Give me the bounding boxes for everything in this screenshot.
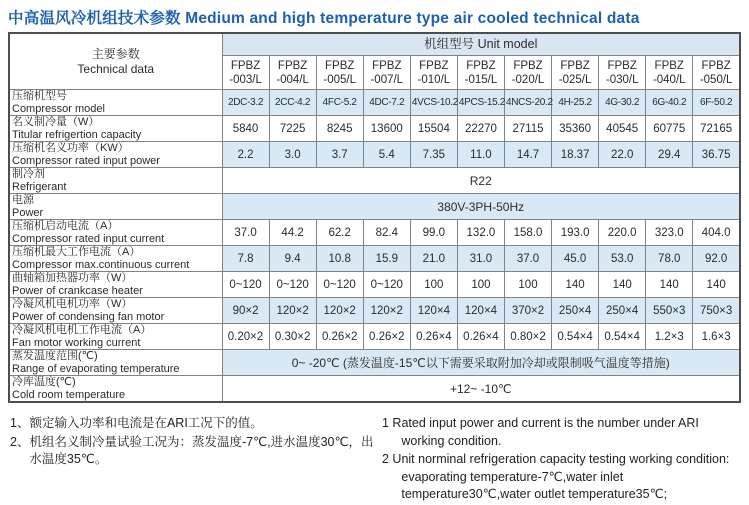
value-cell: 140 bbox=[646, 272, 693, 298]
value-cell: 1.6×3 bbox=[693, 324, 740, 350]
model-code: -007/L bbox=[370, 73, 404, 86]
value-cell: 0.30×2 bbox=[269, 324, 316, 350]
table-row bbox=[9, 142, 740, 168]
page-title: 中高温风冷机组技术参数 Medium and high temperature type air cooled technical data bbox=[8, 10, 640, 27]
value-cell: 37.0 bbox=[222, 220, 269, 246]
value-cell: 13600 bbox=[363, 116, 410, 142]
value-cell: 4FC-5.2 bbox=[316, 90, 363, 116]
param-label bbox=[9, 194, 222, 220]
footnote-en-item: 1 Rated input power and current is the number under ARI working condition. bbox=[382, 416, 699, 448]
value-cell: 27115 bbox=[504, 116, 551, 142]
param-label-zh: 蒸发温度范围(℃) bbox=[12, 350, 98, 362]
param-label-en: Power of condensing fan motor bbox=[12, 310, 165, 323]
value-cell: 90×2 bbox=[222, 298, 269, 324]
value-cell: 140 bbox=[599, 272, 646, 298]
value-cell: 100 bbox=[504, 272, 551, 298]
table-row bbox=[9, 246, 740, 272]
param-label-en: Titular refrigertion capacity bbox=[12, 128, 142, 141]
model-code: -010/L bbox=[417, 73, 451, 86]
table-row bbox=[9, 324, 740, 350]
value-cell: 4PCS-15.2 bbox=[457, 90, 504, 116]
model-code: -040/L bbox=[652, 73, 686, 86]
value-cell: 40545 bbox=[599, 116, 646, 142]
value-cell: 0.26×4 bbox=[457, 324, 504, 350]
param-label-en: Compressor rated input current bbox=[12, 232, 165, 245]
param-label bbox=[9, 376, 222, 403]
model-column-header bbox=[552, 56, 599, 90]
value-cell: 250×4 bbox=[552, 298, 599, 324]
value-cell: 4G-30.2 bbox=[599, 90, 646, 116]
param-label-zh: 冷凝风机电机工作电流（A） bbox=[12, 324, 152, 336]
param-header-en: Technical data bbox=[77, 61, 155, 76]
param-label-en: Cold room temperature bbox=[12, 388, 126, 401]
value-cell: 0~120 bbox=[363, 272, 410, 298]
param-header-cell bbox=[9, 33, 222, 90]
table-row bbox=[9, 376, 740, 403]
model-brand: FPBZ bbox=[419, 59, 449, 72]
value-cell: 220.0 bbox=[599, 220, 646, 246]
footnote-en-item: 2 Unit norminal refrigeration capacity testing working condition: evaporating temperature-7℃,water inlet temperature30℃,water outlet temperature35℃; bbox=[382, 452, 730, 501]
value-cell: 15504 bbox=[410, 116, 457, 142]
value-cell: 35360 bbox=[552, 116, 599, 142]
param-header-zh: 主要参数 bbox=[91, 46, 140, 61]
param-label-zh: 压缩机名义功率（KW） bbox=[12, 142, 129, 154]
model-column-header bbox=[457, 56, 504, 90]
param-label-zh: 冷库温度(℃) bbox=[12, 376, 76, 388]
param-label-en: Compressor model bbox=[12, 102, 105, 115]
table-row bbox=[9, 168, 740, 194]
value-cell: 193.0 bbox=[552, 220, 599, 246]
value-cell: 36.75 bbox=[693, 142, 740, 168]
model-column-header bbox=[363, 56, 410, 90]
param-label bbox=[9, 272, 222, 298]
value-cell: 120×4 bbox=[410, 298, 457, 324]
model-column-header bbox=[504, 56, 551, 90]
model-code: -025/L bbox=[558, 73, 592, 86]
value-cell: 0~120 bbox=[316, 272, 363, 298]
param-label-zh: 压缩机启动电流（A） bbox=[12, 220, 119, 232]
table-row bbox=[9, 90, 740, 116]
value-cell: 37.0 bbox=[504, 246, 551, 272]
value-cell: 0.54×4 bbox=[599, 324, 646, 350]
param-label-en: Range of evaporating temperature bbox=[12, 362, 180, 375]
model-brand: FPBZ bbox=[513, 59, 543, 72]
model-brand: FPBZ bbox=[607, 59, 637, 72]
param-label-zh: 制冷剂 bbox=[12, 168, 45, 180]
model-code: -050/L bbox=[699, 73, 733, 86]
value-cell: 60775 bbox=[646, 116, 693, 142]
value-cell: 45.0 bbox=[552, 246, 599, 272]
footnotes-english bbox=[382, 415, 743, 505]
value-cell: 99.0 bbox=[410, 220, 457, 246]
model-brand: FPBZ bbox=[560, 59, 590, 72]
value-cell: 53.0 bbox=[599, 246, 646, 272]
value-cell: 11.0 bbox=[457, 142, 504, 168]
value-cell: 0.26×2 bbox=[316, 324, 363, 350]
value-cell: 9.4 bbox=[269, 246, 316, 272]
model-brand: FPBZ bbox=[325, 59, 355, 72]
value-cell: 550×3 bbox=[646, 298, 693, 324]
value-cell: 120×2 bbox=[316, 298, 363, 324]
model-column-header bbox=[316, 56, 363, 90]
param-label-zh: 名义制冷量（W） bbox=[12, 116, 100, 128]
table-row bbox=[9, 298, 740, 324]
param-label bbox=[9, 168, 222, 194]
param-label bbox=[9, 90, 222, 116]
value-cell: 92.0 bbox=[693, 246, 740, 272]
value-cell: 15.9 bbox=[363, 246, 410, 272]
value-cell: 1.2×3 bbox=[646, 324, 693, 350]
param-label-zh: 冷凝风机电机功率（W） bbox=[12, 298, 133, 310]
span-value-cell: 0~ -20℃ (蒸发温度-15℃以下需要采取附加冷却或限制吸气温度等措施) bbox=[222, 350, 740, 376]
model-code: -015/L bbox=[464, 73, 498, 86]
value-cell: 14.7 bbox=[504, 142, 551, 168]
unit-model-banner: 机组型号 Unit model bbox=[222, 33, 740, 56]
model-code: -004/L bbox=[276, 73, 309, 86]
value-cell: 404.0 bbox=[693, 220, 740, 246]
value-cell: 62.2 bbox=[316, 220, 363, 246]
table-row bbox=[9, 350, 740, 376]
value-cell: 4NCS-20.2 bbox=[504, 90, 551, 116]
value-cell: 323.0 bbox=[646, 220, 693, 246]
model-column-header bbox=[646, 56, 693, 90]
value-cell: 2CC-4.2 bbox=[269, 90, 316, 116]
value-cell: 4VCS-10.2 bbox=[410, 90, 457, 116]
value-cell: 0~120 bbox=[222, 272, 269, 298]
value-cell: 100 bbox=[457, 272, 504, 298]
table-row bbox=[9, 220, 740, 246]
model-column-header bbox=[269, 56, 316, 90]
value-cell: 3.7 bbox=[316, 142, 363, 168]
value-cell: 5840 bbox=[222, 116, 269, 142]
param-label-zh: 曲轴箱加热器功率（W） bbox=[12, 272, 133, 284]
value-cell: 21.0 bbox=[410, 246, 457, 272]
value-cell: 0.26×2 bbox=[363, 324, 410, 350]
value-cell: 18.37 bbox=[552, 142, 599, 168]
value-cell: 5.4 bbox=[363, 142, 410, 168]
param-label-zh: 电源 bbox=[12, 194, 34, 206]
param-label-en: Compressor max.continuous current bbox=[12, 258, 190, 271]
model-column-header bbox=[693, 56, 740, 90]
model-brand: FPBZ bbox=[230, 59, 261, 72]
value-cell: 0.80×2 bbox=[504, 324, 551, 350]
footnotes-chinese bbox=[10, 415, 382, 470]
value-cell: 7225 bbox=[269, 116, 316, 142]
model-column-header bbox=[410, 56, 457, 90]
footnote-zh-item: 2、机组名义制冷量试验工况为：蒸发温度-7℃,进水温度30℃，出水温度35℃。 bbox=[10, 434, 374, 466]
value-cell: 78.0 bbox=[646, 246, 693, 272]
model-brand: FPBZ bbox=[654, 59, 684, 72]
value-cell: 0~120 bbox=[269, 272, 316, 298]
value-cell: 72165 bbox=[693, 116, 740, 142]
value-cell: 120×2 bbox=[269, 298, 316, 324]
param-label bbox=[9, 246, 222, 272]
value-cell: 0.20×2 bbox=[222, 324, 269, 350]
footnote-zh-item: 1、额定输入功率和电流是在ARI工况下的值。 bbox=[10, 416, 263, 430]
param-label-en: Power bbox=[12, 206, 44, 219]
model-brand: FPBZ bbox=[277, 59, 308, 72]
value-cell: 132.0 bbox=[457, 220, 504, 246]
model-brand: FPBZ bbox=[372, 59, 402, 72]
value-cell: 370×2 bbox=[504, 298, 551, 324]
value-cell: 2.2 bbox=[222, 142, 269, 168]
span-value-cell: 380V-3PH-50Hz bbox=[222, 194, 740, 220]
footnotes bbox=[0, 403, 749, 505]
param-label-en: Power of crankcase heater bbox=[12, 284, 143, 297]
value-cell: 8245 bbox=[316, 116, 363, 142]
model-code: -020/L bbox=[511, 73, 545, 86]
model-brand: FPBZ bbox=[701, 59, 731, 72]
value-cell: 140 bbox=[552, 272, 599, 298]
table-row bbox=[9, 272, 740, 298]
value-cell: 0.54×4 bbox=[552, 324, 599, 350]
value-cell: 750×3 bbox=[693, 298, 740, 324]
span-value-cell: +12~ -10℃ bbox=[222, 376, 740, 403]
value-cell: 2DC-3.2 bbox=[222, 90, 269, 116]
value-cell: 0.26×4 bbox=[410, 324, 457, 350]
value-cell: 120×4 bbox=[457, 298, 504, 324]
model-brand: FPBZ bbox=[466, 59, 496, 72]
value-cell: 6G-40.2 bbox=[646, 90, 693, 116]
value-cell: 82.4 bbox=[363, 220, 410, 246]
param-label-en: Compressor rated input power bbox=[12, 154, 160, 167]
value-cell: 6F-50.2 bbox=[693, 90, 740, 116]
value-cell: 120×2 bbox=[363, 298, 410, 324]
value-cell: 10.8 bbox=[316, 246, 363, 272]
model-code: -003/L bbox=[229, 73, 262, 86]
table-row bbox=[9, 116, 740, 142]
model-column-header bbox=[222, 56, 269, 90]
value-cell: 7.8 bbox=[222, 246, 269, 272]
param-label bbox=[9, 116, 222, 142]
value-cell: 44.2 bbox=[269, 220, 316, 246]
model-code: -005/L bbox=[323, 73, 356, 86]
value-cell: 22.0 bbox=[599, 142, 646, 168]
value-cell: 4H-25.2 bbox=[552, 90, 599, 116]
value-cell: 31.0 bbox=[457, 246, 504, 272]
value-cell: 3.0 bbox=[269, 142, 316, 168]
table-header-row bbox=[9, 33, 740, 56]
model-code: -030/L bbox=[605, 73, 639, 86]
param-label bbox=[9, 220, 222, 246]
param-label bbox=[9, 324, 222, 350]
value-cell: 158.0 bbox=[504, 220, 551, 246]
param-label-zh: 压缩机最大工作电流（A） bbox=[12, 246, 141, 258]
param-label bbox=[9, 142, 222, 168]
param-label-en: Refrigerant bbox=[12, 180, 67, 193]
param-label bbox=[9, 350, 222, 376]
table-row bbox=[9, 194, 740, 220]
value-cell: 100 bbox=[410, 272, 457, 298]
model-column-header bbox=[599, 56, 646, 90]
value-cell: 22270 bbox=[457, 116, 504, 142]
param-label-zh: 压缩机型号 bbox=[12, 90, 67, 102]
value-cell: 250×4 bbox=[599, 298, 646, 324]
value-cell: 29.4 bbox=[646, 142, 693, 168]
value-cell: 7.35 bbox=[410, 142, 457, 168]
value-cell: 4DC-7.2 bbox=[363, 90, 410, 116]
value-cell: 140 bbox=[693, 272, 740, 298]
param-label-en: Fan motor working current bbox=[12, 336, 141, 349]
span-value-cell: R22 bbox=[222, 168, 740, 194]
param-label bbox=[9, 298, 222, 324]
technical-data-table bbox=[8, 32, 741, 403]
